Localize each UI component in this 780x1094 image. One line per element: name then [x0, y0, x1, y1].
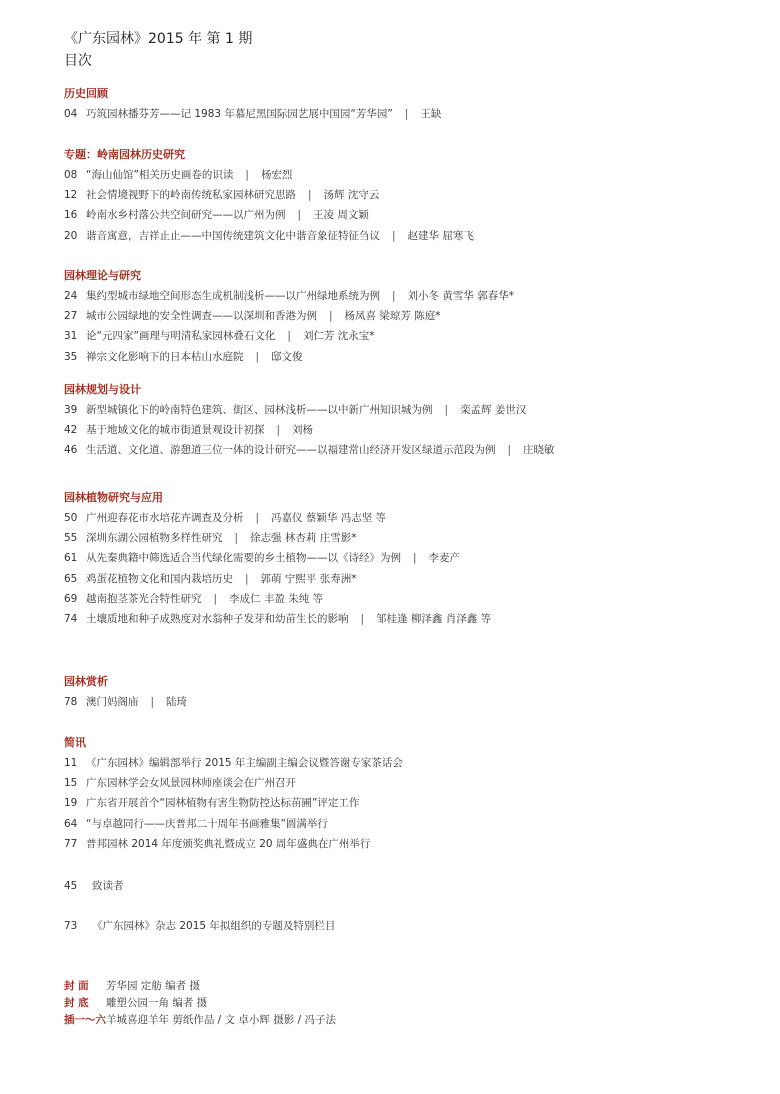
separator: | — [287, 330, 291, 343]
credit-label: 封 底 — [64, 997, 89, 1009]
toc-section — [64, 488, 491, 629]
toc-entry[interactable] — [64, 326, 514, 346]
toc-entry[interactable] — [64, 878, 124, 893]
article-authors: 徐志强 林杏莉 庄雪影* — [250, 532, 357, 545]
toc-entry[interactable] — [64, 793, 403, 813]
toc-entry[interactable] — [64, 205, 474, 225]
article-title: “与卓越同行——庆普邦二十周年书画雅集”圆满举行 — [86, 817, 328, 830]
toc-entry[interactable] — [64, 508, 491, 528]
article-authors: 汤辉 沈守云 — [323, 189, 380, 202]
section-title: 历史回顾 — [64, 87, 108, 100]
page-number: 31 — [64, 330, 78, 343]
article-title: 鸡蛋花植物文化和国内栽培历史 — [86, 572, 233, 585]
article-title: 集约型城市绿地空间形态生成机制浅析——以广州绿地系统为例 — [86, 290, 380, 302]
page-number: 46 — [64, 444, 78, 457]
page-number: 15 — [64, 777, 78, 790]
separator: | — [404, 108, 409, 120]
article-authors: 王凌 周文颖 — [313, 209, 369, 222]
article-authors: 冯嘉仪 蔡颖华 冯志坚 等 — [271, 512, 387, 524]
toc-entry[interactable] — [64, 609, 491, 629]
separator: | — [507, 444, 512, 457]
section-title: 园林规划与设计 — [64, 383, 141, 396]
article-title: 致读者 — [92, 880, 124, 892]
separator: | — [255, 350, 260, 363]
article-title: 禅宗文化影响下的日本枯山水庭院 — [86, 350, 244, 363]
section-title: 园林植物研究与应用 — [64, 491, 163, 504]
image-credits — [64, 978, 336, 1029]
toc-entry[interactable] — [64, 589, 491, 609]
toc-section — [64, 145, 474, 246]
article-authors: 刘杨 — [292, 424, 314, 437]
page-number: 27 — [64, 310, 78, 323]
separator: | — [245, 572, 249, 585]
article-title: 《广东园林》编辑部举行 2015 年主编副主编会议暨答谢专家茶话会 — [86, 757, 403, 769]
separator: | — [444, 404, 449, 416]
article-authors: 王缺 — [420, 108, 442, 120]
page-number: 69 — [64, 592, 78, 605]
page-number: 45 — [64, 880, 78, 892]
page-number: 35 — [64, 350, 78, 363]
credit-text: 雕塑公园一角 编者 摄 — [106, 997, 208, 1009]
article-title: 广东园林学会女风景园林师座谈会在广州召开 — [86, 777, 296, 790]
article-title: 深圳东湖公园植物多样性研究 — [86, 532, 223, 545]
page-number: 11 — [64, 757, 78, 769]
separator: | — [329, 310, 333, 323]
credit-entry — [64, 995, 336, 1012]
article-title: “海山仙馆”相关历史画卷的识读 — [86, 169, 234, 181]
article-authors: 李成仁 丰盈 朱纯 等 — [229, 592, 324, 605]
page-number: 42 — [64, 424, 78, 437]
article-title: 巧筑园林播芬芳——记 1983 年慕尼黑国际园艺展中国园“芳华园” — [86, 108, 393, 120]
page-number: 78 — [64, 696, 78, 708]
toc-entry[interactable] — [64, 226, 474, 246]
page-number: 12 — [64, 189, 78, 202]
section-title: 专题：岭南园林历史研究 — [64, 148, 185, 161]
page-number: 73 — [64, 920, 78, 932]
article-title: 澳门妈阁庙 — [86, 696, 139, 708]
article-title: 土壤质地和种子成熟度对水翁种子发芽和幼苗生长的影响 — [86, 612, 349, 625]
credit-entry — [64, 1012, 336, 1029]
toc-entry[interactable] — [64, 834, 403, 854]
page-number: 16 — [64, 209, 78, 222]
separator: | — [308, 189, 312, 202]
article-authors: 邹桂逢 柳泽鑫 肖泽鑫 等 — [376, 612, 492, 625]
page-number: 64 — [64, 817, 78, 830]
separator: | — [360, 612, 365, 625]
toc-section — [64, 84, 441, 124]
journal-issue-title: 《广东园林》2015 年 第 1 期 — [64, 31, 253, 47]
article-authors: 刘仁芳 沈永宝* — [302, 330, 375, 343]
article-title: 从先秦典籍中筛选适合当代绿化需要的乡土植物——以《诗经》为例 — [86, 552, 401, 565]
toc-entry[interactable] — [64, 569, 491, 589]
toc-entry[interactable] — [64, 918, 335, 933]
page-number: 55 — [64, 532, 78, 545]
toc-section — [64, 733, 403, 854]
article-authors: 庄晓敏 — [523, 444, 555, 457]
article-title: 生活道、文化道、游憩道三位一体的设计研究——以福建常山经济开发区绿道示范段为例 — [86, 444, 496, 457]
article-authors: 刘小冬 黄雪华 郭春华* — [407, 290, 514, 302]
toc-section — [64, 380, 555, 461]
credit-label: 封 面 — [64, 980, 89, 992]
article-title: 普邦园林 2014 年度颁奖典礼暨成立 20 周年盛典在广州举行 — [86, 837, 371, 850]
separator: | — [276, 424, 281, 437]
separator: | — [234, 532, 239, 545]
toc-entry[interactable] — [64, 286, 514, 306]
toc-entry[interactable] — [64, 814, 403, 834]
page-number: 04 — [64, 108, 78, 120]
article-title: 《广东园林》杂志 2015 年拟组织的专题及特别栏目 — [92, 920, 336, 932]
page-number: 77 — [64, 837, 78, 850]
toc-entry[interactable] — [64, 440, 555, 460]
page-number: 74 — [64, 612, 78, 625]
article-title: 越南抱茎茶光合特性研究 — [86, 592, 202, 605]
page-number: 20 — [64, 229, 78, 242]
toc-section — [64, 266, 514, 367]
toc-entry[interactable] — [64, 104, 441, 124]
page-number: 61 — [64, 552, 78, 565]
page-number: 19 — [64, 797, 78, 810]
separator: | — [255, 512, 260, 524]
section-title: 简讯 — [64, 736, 86, 749]
article-title: 城市公园绿地的安全性调查——以深圳和香港为例 — [86, 310, 317, 323]
toc-entry[interactable] — [64, 185, 474, 205]
credit-entry — [64, 978, 336, 995]
toc-entry[interactable] — [64, 347, 514, 367]
toc-section — [64, 672, 187, 712]
toc-entry[interactable] — [64, 773, 403, 793]
page-number: 65 — [64, 572, 78, 585]
article-authors: 杨凤喜 梁琼芳 陈庭* — [344, 310, 441, 323]
page-number: 08 — [64, 169, 78, 181]
contents-heading: 目次 — [64, 53, 92, 69]
page-number: 39 — [64, 404, 78, 416]
article-title: 广东省开展首个“园林植物有害生物防控达标苗圃”评定工作 — [86, 797, 360, 810]
separator: | — [213, 592, 218, 605]
page-number: 50 — [64, 512, 78, 524]
separator: | — [413, 552, 417, 565]
separator: | — [150, 696, 155, 708]
credit-label: 插一～六 — [64, 1014, 106, 1026]
article-authors: 郭萌 宁熙平 张寿洲* — [260, 572, 357, 585]
article-authors: 李麦产 — [428, 552, 461, 565]
toc-entry[interactable] — [64, 528, 491, 548]
section-title: 园林理论与研究 — [64, 269, 141, 282]
separator: | — [245, 169, 249, 181]
article-title: 岭南水乡村落公共空间研究——以广州为例 — [86, 209, 286, 222]
toc-entry[interactable] — [64, 753, 403, 773]
toc-entry[interactable] — [64, 548, 491, 568]
toc-entry[interactable] — [64, 400, 555, 420]
toc-entry[interactable] — [64, 165, 474, 185]
article-authors: 陆琦 — [166, 696, 188, 708]
article-authors: 邸文俊 — [271, 350, 303, 363]
article-authors: 杨宏烈 — [260, 169, 293, 181]
separator: | — [392, 229, 396, 242]
separator: | — [297, 209, 302, 222]
article-authors: 赵建华 屈寒飞 — [407, 229, 474, 242]
toc-entry[interactable] — [64, 692, 187, 712]
article-title: 基于地域文化的城市街道景观设计初探 — [86, 424, 265, 437]
credit-text: 羊城喜迎羊年 剪纸作品 / 文 卓小辉 摄影 / 冯子法 — [106, 1014, 336, 1026]
article-title: 新型城镇化下的岭南特色建筑、街区、园林浅析——以中新广州知识城为例 — [86, 404, 433, 416]
section-title: 园林赏析 — [64, 675, 108, 688]
article-title: 论“元四家”画理与明清私家园林叠石文化 — [86, 330, 276, 343]
page-number: 24 — [64, 290, 78, 302]
toc-entry[interactable] — [64, 306, 514, 326]
separator: | — [392, 290, 396, 302]
article-title: 社会情境视野下的岭南传统私家园林研究思路 — [86, 189, 296, 202]
article-title: 谐音寓意，吉祥止止——中国传统建筑文化中谐音象征特征刍议 — [86, 229, 380, 242]
article-title: 广州迎春花市水培花卉调查及分析 — [86, 512, 244, 524]
article-authors: 栾孟辉 姜世汉 — [460, 404, 527, 416]
toc-entry[interactable] — [64, 420, 555, 440]
credit-text: 芳华园 定舫 编者 摄 — [106, 980, 201, 992]
